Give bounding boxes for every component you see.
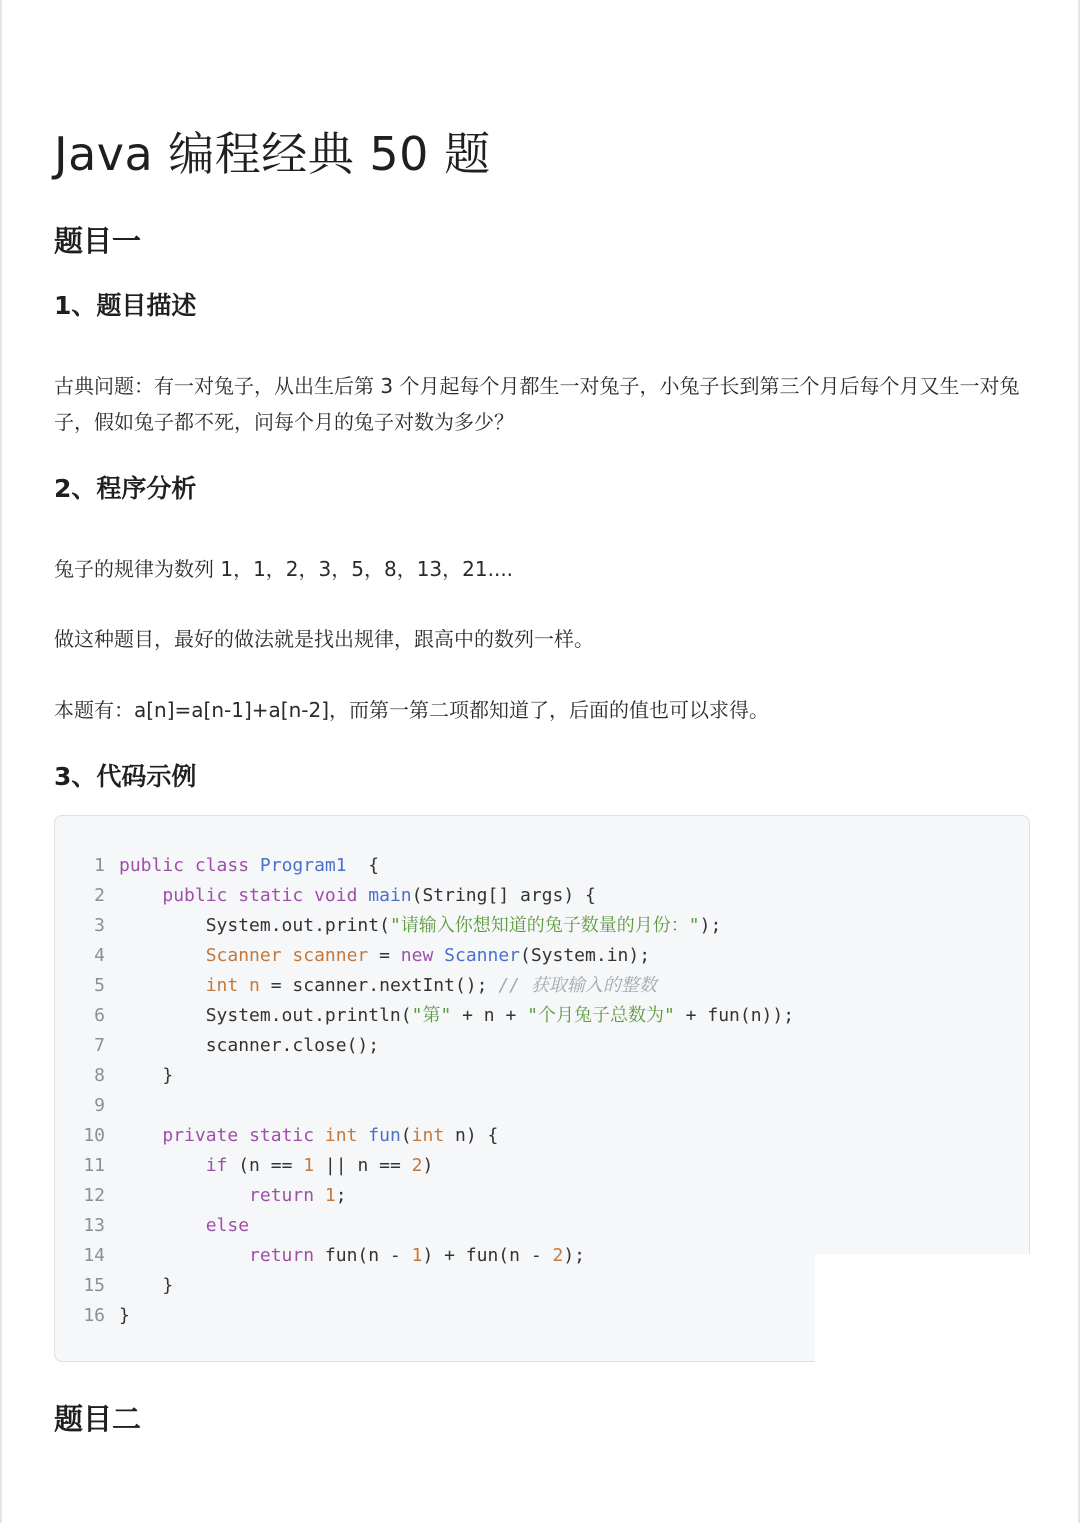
blank-overlay <box>815 1254 1035 1374</box>
line-number: 10 <box>83 1125 105 1146</box>
code-token: ) + fun(n - <box>422 1245 553 1266</box>
code-token: = scanner.nextInt(); <box>270 975 499 996</box>
line-number: 5 <box>94 975 105 996</box>
code-token: 1 <box>324 1185 336 1206</box>
code-token: return <box>249 1245 325 1266</box>
code-token: } <box>119 1275 174 1296</box>
code-token: 1 <box>303 1155 315 1176</box>
code-token: } <box>119 1305 130 1326</box>
code-token: // 获取输入的整数 <box>498 975 657 996</box>
code-token: fun(n - <box>324 1245 412 1266</box>
problem-two-heading: 题目二 <box>54 1402 142 1436</box>
line-number: 4 <box>94 945 105 966</box>
code-token: 1 <box>411 1245 423 1266</box>
code-token: private <box>162 1125 250 1146</box>
code-token: public <box>119 855 195 876</box>
code-token: (String[] args) { <box>411 885 596 906</box>
code-token: Scanner scanner <box>205 945 380 966</box>
line-number: 16 <box>83 1305 105 1326</box>
code-line <box>55 971 1029 1001</box>
code-text <box>119 1215 249 1236</box>
code-text <box>119 885 596 906</box>
code-text <box>119 1185 347 1206</box>
code-line <box>55 1151 1029 1181</box>
code-token: || n == <box>314 1155 412 1176</box>
code-token: Program1 <box>259 855 347 876</box>
code-token: (n == <box>238 1155 304 1176</box>
code-token: class <box>194 855 260 876</box>
code-line <box>55 1091 1029 1121</box>
code-line <box>55 1001 1029 1031</box>
code-token: "第" <box>411 1005 452 1026</box>
code-line <box>55 911 1029 941</box>
line-number: 14 <box>83 1245 105 1266</box>
code-token <box>119 885 162 906</box>
analysis-paragraph-method: 做这种题目，最好的做法就是找出规律，跟高中的数列一样。 <box>54 627 594 651</box>
code-token <box>119 945 206 966</box>
code-token: void <box>314 885 369 906</box>
code-token: } <box>119 1065 174 1086</box>
code-token: return <box>249 1185 325 1206</box>
page-title: Java 编程经典 50 题 <box>54 127 491 181</box>
code-token <box>119 1215 206 1236</box>
code-token: Scanner <box>444 945 520 966</box>
analysis-paragraph-sequence: 兔子的规律为数列 1，1，2，3，5，8，13，21.... <box>54 557 514 581</box>
line-number: 13 <box>83 1215 105 1236</box>
description-heading: 1、题目描述 <box>54 291 197 320</box>
code-text <box>119 1125 498 1146</box>
code-token: ( <box>400 1125 412 1146</box>
code-text <box>119 915 721 936</box>
line-number: 12 <box>83 1185 105 1206</box>
code-token: else <box>205 1215 250 1236</box>
code-token <box>119 1125 162 1146</box>
code-text <box>119 1275 173 1296</box>
line-number: 11 <box>83 1155 105 1176</box>
code-token <box>119 1245 249 1266</box>
code-token: if <box>205 1155 239 1176</box>
code-token: static <box>249 1125 325 1146</box>
line-number: 7 <box>94 1035 105 1056</box>
code-text <box>119 1245 585 1266</box>
code-token: 2 <box>552 1245 564 1266</box>
code-text <box>119 975 657 996</box>
code-token: + fun(n)); <box>674 1005 795 1026</box>
code-token <box>119 975 206 996</box>
code-text <box>119 945 650 966</box>
code-line <box>55 881 1029 911</box>
code-token: ; <box>335 1185 347 1206</box>
code-line <box>55 1211 1029 1241</box>
code-line <box>55 941 1029 971</box>
code-token: System.out.println( <box>119 1005 412 1026</box>
code-text <box>119 1155 433 1176</box>
code-text <box>119 855 379 876</box>
code-token: System.out.print( <box>119 915 390 936</box>
code-token: { <box>346 855 380 876</box>
code-token: ); <box>563 1245 586 1266</box>
code-example-heading: 3、代码示例 <box>54 762 197 791</box>
code-token: main <box>368 885 412 906</box>
analysis-heading: 2、程序分析 <box>54 474 197 503</box>
code-text <box>119 1065 173 1086</box>
code-token: "请输入你想知道的兔子数量的月份：" <box>389 915 700 936</box>
code-line <box>55 1121 1029 1151</box>
code-token: scanner.close(); <box>119 1035 380 1056</box>
line-number: 9 <box>94 1095 105 1116</box>
code-token: int <box>324 1125 369 1146</box>
line-number: 1 <box>94 855 105 876</box>
code-line <box>55 1061 1029 1091</box>
line-number: 8 <box>94 1065 105 1086</box>
code-token <box>119 1185 249 1206</box>
code-token: int n <box>205 975 271 996</box>
code-line <box>55 1181 1029 1211</box>
code-token: + n + <box>451 1005 528 1026</box>
code-token: fun <box>368 1125 401 1146</box>
code-token: public <box>162 885 239 906</box>
line-number: 15 <box>83 1275 105 1296</box>
code-token: 2 <box>411 1155 423 1176</box>
code-token: new <box>400 945 445 966</box>
code-token: ); <box>699 915 722 936</box>
code-text <box>119 1035 379 1056</box>
code-text <box>119 1305 130 1326</box>
code-line <box>55 1031 1029 1061</box>
code-token <box>119 1155 206 1176</box>
code-token: static <box>238 885 315 906</box>
code-token: int <box>411 1125 455 1146</box>
code-token: ) <box>422 1155 434 1176</box>
code-token: n) { <box>455 1125 499 1146</box>
analysis-paragraph-formula: 本题有：a[n]=a[n-1]+a[n-2]，而第一第二项都知道了，后面的值也可以求得。 <box>54 698 770 722</box>
code-token: = <box>379 945 401 966</box>
code-token: (System.in); <box>520 945 651 966</box>
code-token: "个月兔子总数为" <box>527 1005 675 1026</box>
line-number: 2 <box>94 885 105 906</box>
code-text <box>119 1005 794 1026</box>
description-text: 古典问题：有一对兔子，从出生后第 3 个月起每个月都生一对兔子，小兔子长到第三个月后每个月又生一对兔子，假如兔子都不死，问每个月的兔子对数为多少？ <box>54 374 1020 434</box>
problem-one-heading: 题目一 <box>54 224 142 258</box>
line-number: 6 <box>94 1005 105 1026</box>
line-number: 3 <box>94 915 105 936</box>
code-line <box>55 851 1029 881</box>
